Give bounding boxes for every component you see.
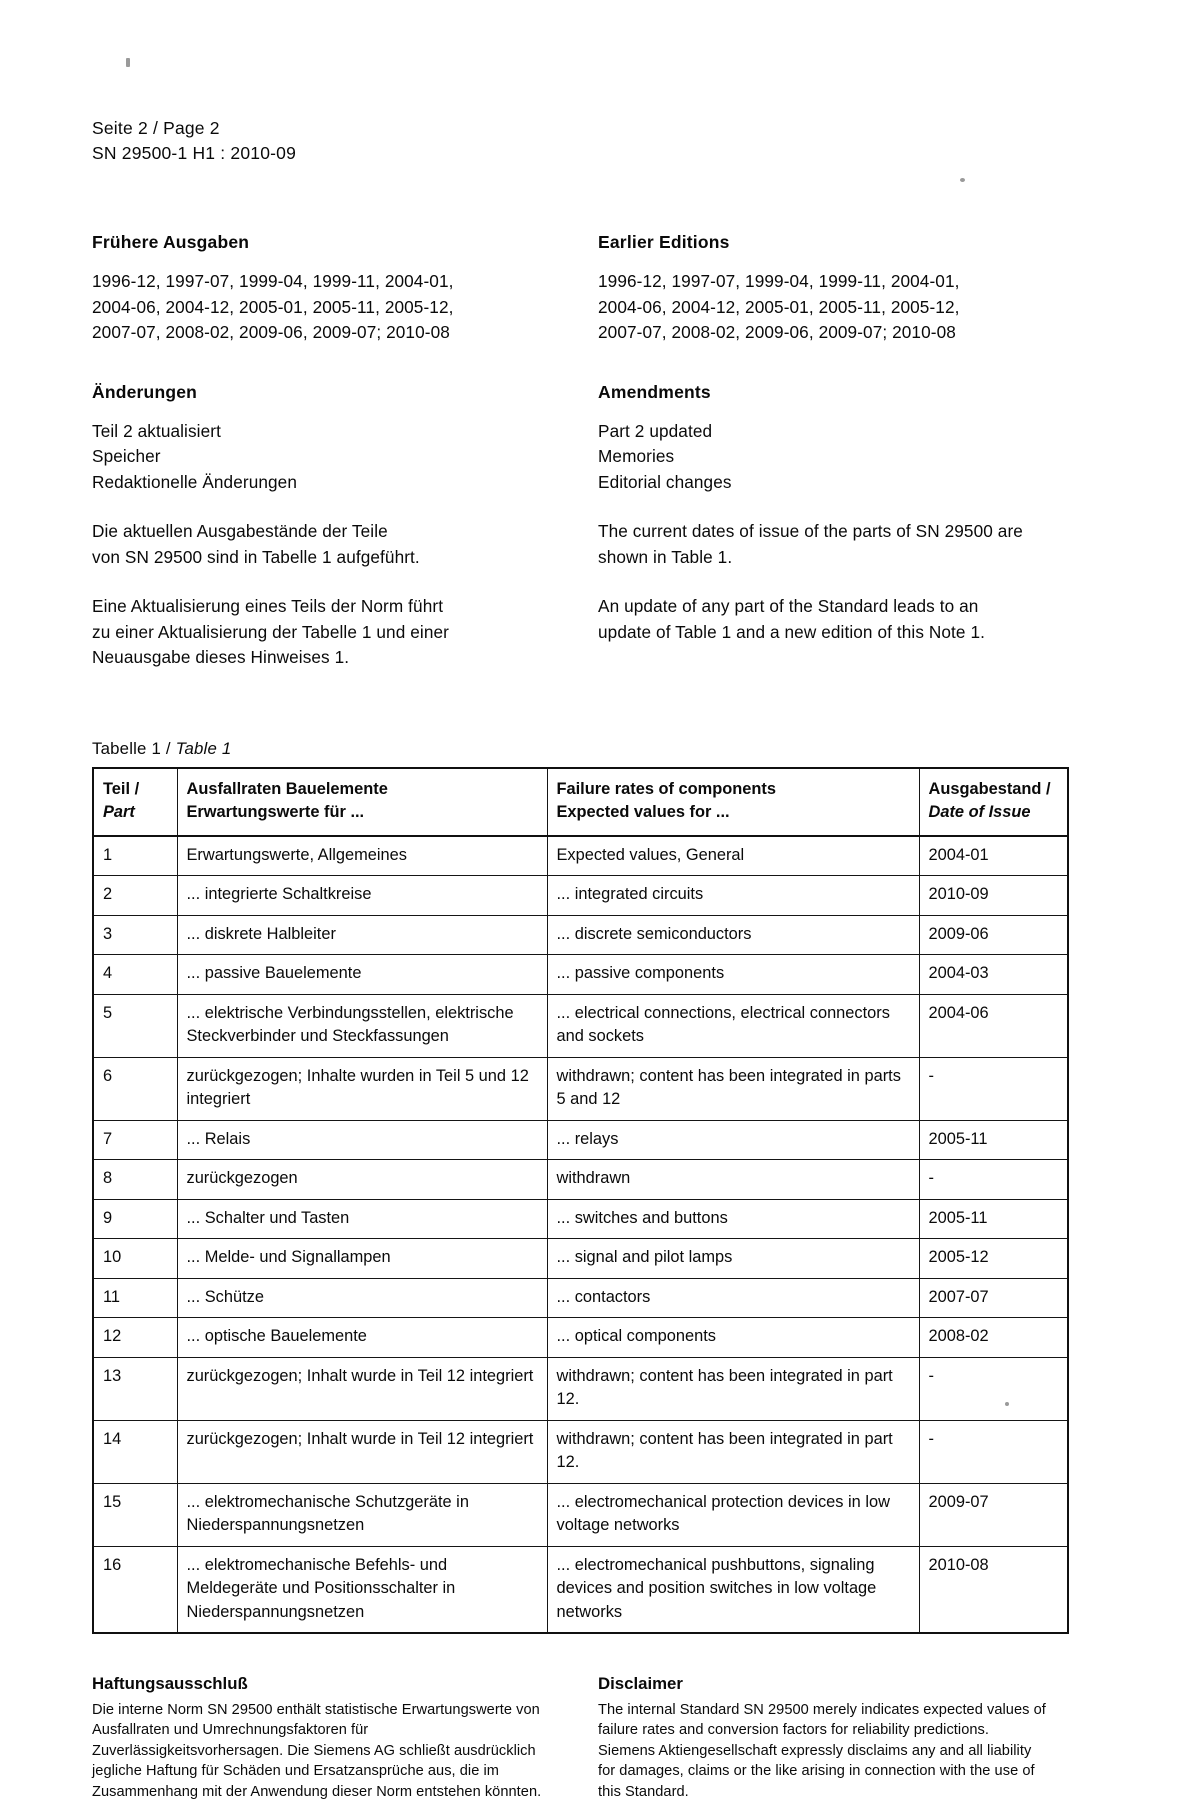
cell-description-de: ... Melde- und Signallampen bbox=[177, 1239, 547, 1279]
cell-description-en: ... electromechanical pushbuttons, signaling devices and position switches in low voltage networks bbox=[547, 1546, 919, 1633]
editions-line-3-de: 2007-07, 2008-02, 2009-06, 2009-07; 2010-08 bbox=[92, 322, 450, 342]
amendment-line-2-de: Speicher bbox=[92, 446, 161, 466]
cell-description-en: withdrawn; content has been integrated in part 12. bbox=[547, 1420, 919, 1483]
cell-part-number: 12 bbox=[93, 1318, 177, 1358]
cell-description-de: ... Schütze bbox=[177, 1278, 547, 1318]
table-row bbox=[93, 915, 1068, 955]
editions-line-2-en: 2004-06, 2004-12, 2005-01, 2005-11, 2005-12, bbox=[598, 296, 960, 317]
cell-description-en: withdrawn; content has been integrated in part 12. bbox=[547, 1357, 919, 1420]
cell-description-de: ... elektromechanische Schutzgeräte in Niederspannungsnetzen bbox=[177, 1483, 547, 1546]
cell-part-number: 10 bbox=[93, 1239, 177, 1279]
cell-description-de: ... diskrete Halbleiter bbox=[177, 915, 547, 955]
cell-part-number: 8 bbox=[93, 1160, 177, 1200]
standard-id-line: SN 29500-1 H1 : 2010-09 bbox=[92, 143, 297, 163]
column-header-part-de: Teil / bbox=[103, 779, 140, 798]
table-row bbox=[93, 1483, 1068, 1546]
cell-date-of-issue: - bbox=[919, 1160, 1068, 1200]
earlier-editions-list-de bbox=[92, 269, 544, 346]
cell-description-en: ... passive components bbox=[547, 955, 919, 995]
bilingual-intro bbox=[92, 232, 1102, 693]
cell-description-de: zurückgezogen; Inhalte wurden in Teil 5 und 12 integriert bbox=[177, 1057, 547, 1120]
cell-description-en: withdrawn bbox=[547, 1160, 919, 1200]
editions-line-2-de: 2004-06, 2004-12, 2005-01, 2005-11, 2005-12, bbox=[92, 296, 454, 317]
table-row bbox=[93, 1318, 1068, 1358]
cell-part-number: 3 bbox=[93, 915, 177, 955]
table-ref-line-1-en: The current dates of issue of the parts of SN 29500 are bbox=[598, 521, 1023, 541]
cell-date-of-issue: - bbox=[919, 1357, 1068, 1420]
cell-part-number: 14 bbox=[93, 1420, 177, 1483]
column-header-de-line2: Erwartungswerte für ... bbox=[186, 803, 365, 821]
column-header-date bbox=[919, 768, 1068, 836]
cell-description-de: zurückgezogen; Inhalt wurde in Teil 12 integriert bbox=[177, 1420, 547, 1483]
amendments-list-en bbox=[598, 419, 1050, 496]
amendment-line-3-de: Redaktionelle Änderungen bbox=[92, 471, 297, 492]
amendments-heading-de: Änderungen bbox=[92, 381, 198, 402]
update-paragraph-en bbox=[598, 594, 1050, 645]
table-row bbox=[93, 994, 1068, 1057]
update-line-3-de: Neuausgabe dieses Hinweises 1. bbox=[92, 647, 350, 667]
table-row bbox=[93, 1278, 1068, 1318]
cell-description-de: ... elektrische Verbindungsstellen, elektrische Steckverbinder und Steckfassungen bbox=[177, 994, 547, 1057]
cell-date-of-issue: 2009-06 bbox=[919, 915, 1068, 955]
table-row bbox=[93, 1199, 1068, 1239]
disclaimer-gutter bbox=[544, 1674, 598, 1802]
table-row bbox=[93, 1420, 1068, 1483]
table-row bbox=[93, 1120, 1068, 1160]
cell-part-number: 5 bbox=[93, 994, 177, 1057]
cell-part-number: 1 bbox=[93, 836, 177, 876]
disclaimer-heading-de: Haftungsausschluß bbox=[92, 1674, 248, 1693]
table-row bbox=[93, 1160, 1068, 1200]
update-line-2-de: zu einer Aktualisierung der Tabelle 1 und einer bbox=[92, 621, 449, 642]
update-paragraph-de bbox=[92, 594, 544, 671]
editions-line-1-de: 1996-12, 1997-07, 1999-04, 1999-11, 2004-01, bbox=[92, 271, 454, 291]
english-column bbox=[598, 232, 1050, 693]
cell-description-en: ... optical components bbox=[547, 1318, 919, 1358]
table-caption-de: Tabelle 1 / bbox=[92, 738, 171, 758]
table-caption-en: Table 1 bbox=[175, 738, 232, 758]
amendment-line-2-en: Memories bbox=[598, 446, 675, 466]
table-row bbox=[93, 1357, 1068, 1420]
cell-description-de: ... Relais bbox=[177, 1120, 547, 1160]
document-header bbox=[92, 116, 1102, 166]
parts-table bbox=[92, 767, 1069, 1635]
table-reference-paragraph-de bbox=[92, 519, 544, 570]
amendments-heading-en: Amendments bbox=[598, 381, 711, 402]
cell-description-en: ... signal and pilot lamps bbox=[547, 1239, 919, 1279]
page-content bbox=[92, 116, 1102, 1802]
update-line-1-de: Eine Aktualisierung eines Teils der Norm führt bbox=[92, 596, 444, 616]
table-row bbox=[93, 876, 1068, 916]
cell-description-en: ... electrical connections, electrical connectors and sockets bbox=[547, 994, 919, 1057]
cell-date-of-issue: 2005-11 bbox=[919, 1120, 1068, 1160]
cell-date-of-issue: - bbox=[919, 1057, 1068, 1120]
cell-date-of-issue: 2008-02 bbox=[919, 1318, 1068, 1358]
column-gutter bbox=[544, 232, 598, 693]
cell-description-de: zurückgezogen bbox=[177, 1160, 547, 1200]
cell-date-of-issue: 2004-01 bbox=[919, 836, 1068, 876]
german-column bbox=[92, 232, 544, 693]
cell-description-de: zurückgezogen; Inhalt wurde in Teil 12 integriert bbox=[177, 1357, 547, 1420]
disclaimer-section bbox=[92, 1674, 1102, 1802]
cell-description-en: ... relays bbox=[547, 1120, 919, 1160]
cell-description-en: Expected values, General bbox=[547, 836, 919, 876]
amendments-list-de bbox=[92, 419, 544, 496]
cell-date-of-issue: 2010-09 bbox=[919, 876, 1068, 916]
cell-part-number: 15 bbox=[93, 1483, 177, 1546]
column-header-english bbox=[547, 768, 919, 836]
cell-part-number: 7 bbox=[93, 1120, 177, 1160]
column-header-de-line1: Ausfallraten Bauelemente bbox=[186, 779, 388, 798]
cell-date-of-issue: 2007-07 bbox=[919, 1278, 1068, 1318]
disclaimer-heading-en: Disclaimer bbox=[598, 1674, 683, 1693]
editions-line-3-en: 2007-07, 2008-02, 2009-06, 2009-07; 2010-08 bbox=[598, 322, 956, 342]
column-header-date-de: Ausgabestand / bbox=[928, 779, 1051, 798]
disclaimer-english bbox=[598, 1674, 1050, 1802]
cell-part-number: 2 bbox=[93, 876, 177, 916]
table-body bbox=[93, 836, 1068, 1634]
update-line-2-en: update of Table 1 and a new edition of this Note 1. bbox=[598, 621, 985, 642]
column-header-part-en: Part bbox=[103, 803, 135, 821]
cell-description-de: ... integrierte Schaltkreise bbox=[177, 876, 547, 916]
cell-date-of-issue: 2010-08 bbox=[919, 1546, 1068, 1633]
cell-part-number: 16 bbox=[93, 1546, 177, 1633]
cell-part-number: 13 bbox=[93, 1357, 177, 1420]
cell-part-number: 6 bbox=[93, 1057, 177, 1120]
table-row bbox=[93, 1239, 1068, 1279]
cell-description-en: ... electromechanical protection devices in low voltage networks bbox=[547, 1483, 919, 1546]
table-caption bbox=[92, 739, 1102, 759]
earlier-editions-heading-de: Frühere Ausgaben bbox=[92, 232, 250, 252]
cell-part-number: 4 bbox=[93, 955, 177, 995]
table-row bbox=[93, 955, 1068, 995]
scan-artifact bbox=[126, 58, 130, 67]
column-header-date-en: Date of Issue bbox=[928, 803, 1031, 821]
cell-date-of-issue: 2005-11 bbox=[919, 1199, 1068, 1239]
cell-description-de: ... elektromechanische Befehls- und Meldegeräte und Positionsschalter in Niederspannungsnetzen bbox=[177, 1546, 547, 1633]
column-header-en-line1: Failure rates of components bbox=[556, 779, 776, 798]
table-row bbox=[93, 1546, 1068, 1633]
cell-date-of-issue: 2005-12 bbox=[919, 1239, 1068, 1279]
table-row bbox=[93, 1057, 1068, 1120]
amendment-line-1-de: Teil 2 aktualisiert bbox=[92, 420, 221, 441]
cell-description-en: ... integrated circuits bbox=[547, 876, 919, 916]
column-header-german bbox=[177, 768, 547, 836]
earlier-editions-heading-en: Earlier Editions bbox=[598, 232, 730, 252]
column-header-part bbox=[93, 768, 177, 836]
table-row bbox=[93, 836, 1068, 876]
editions-line-1-en: 1996-12, 1997-07, 1999-04, 1999-11, 2004-01, bbox=[598, 271, 960, 291]
cell-date-of-issue: 2004-06 bbox=[919, 994, 1068, 1057]
cell-description-de: ... Schalter und Tasten bbox=[177, 1199, 547, 1239]
cell-description-en: ... contactors bbox=[547, 1278, 919, 1318]
cell-part-number: 11 bbox=[93, 1278, 177, 1318]
cell-part-number: 9 bbox=[93, 1199, 177, 1239]
amendment-line-3-en: Editorial changes bbox=[598, 471, 732, 492]
cell-description-de: ... passive Bauelemente bbox=[177, 955, 547, 995]
table-head bbox=[93, 768, 1068, 836]
cell-date-of-issue: 2009-07 bbox=[919, 1483, 1068, 1546]
cell-date-of-issue: - bbox=[919, 1420, 1068, 1483]
cell-description-en: ... discrete semiconductors bbox=[547, 915, 919, 955]
cell-description-en: ... switches and buttons bbox=[547, 1199, 919, 1239]
column-header-en-line2: Expected values for ... bbox=[556, 803, 730, 821]
table-ref-line-1-de: Die aktuellen Ausgabestände der Teile bbox=[92, 521, 388, 541]
cell-description-en: withdrawn; content has been integrated in parts 5 and 12 bbox=[547, 1057, 919, 1120]
disclaimer-german bbox=[92, 1674, 544, 1802]
table-ref-line-2-en: shown in Table 1. bbox=[598, 546, 733, 567]
cell-date-of-issue: 2004-03 bbox=[919, 955, 1068, 995]
page-number-line: Seite 2 / Page 2 bbox=[92, 118, 220, 138]
amendment-line-1-en: Part 2 updated bbox=[598, 420, 713, 441]
disclaimer-text-en: The internal Standard SN 29500 merely indicates expected values of failure rates and conversion factors for reliability predictions. Siemens Aktiengesellschaft expressly disclaims any and all liability for damages, claims or the like arising in connection with the use of this Standard. bbox=[598, 1702, 1046, 1800]
earlier-editions-list-en bbox=[598, 269, 1050, 346]
cell-description-de: ... optische Bauelemente bbox=[177, 1318, 547, 1358]
update-line-1-en: An update of any part of the Standard leads to an bbox=[598, 596, 979, 616]
disclaimer-text-de: Die interne Norm SN 29500 enthält statistische Erwartungswerte von Ausfallraten und Umrechnungsfaktoren für Zuverlässigkeitsvorhersagen. Die Siemens AG schließt ausdrücklich jegliche Haftung für Schäden und Ersatzansprüche aus, die im Zusammenhang mit der Anwendung dieser Norm entstehen könnten. bbox=[92, 1702, 542, 1800]
table-header-row bbox=[93, 768, 1068, 836]
cell-description-de: Erwartungswerte, Allgemeines bbox=[177, 836, 547, 876]
table-ref-line-2-de: von SN 29500 sind in Tabelle 1 aufgeführt. bbox=[92, 546, 420, 567]
table-reference-paragraph-en bbox=[598, 519, 1050, 570]
